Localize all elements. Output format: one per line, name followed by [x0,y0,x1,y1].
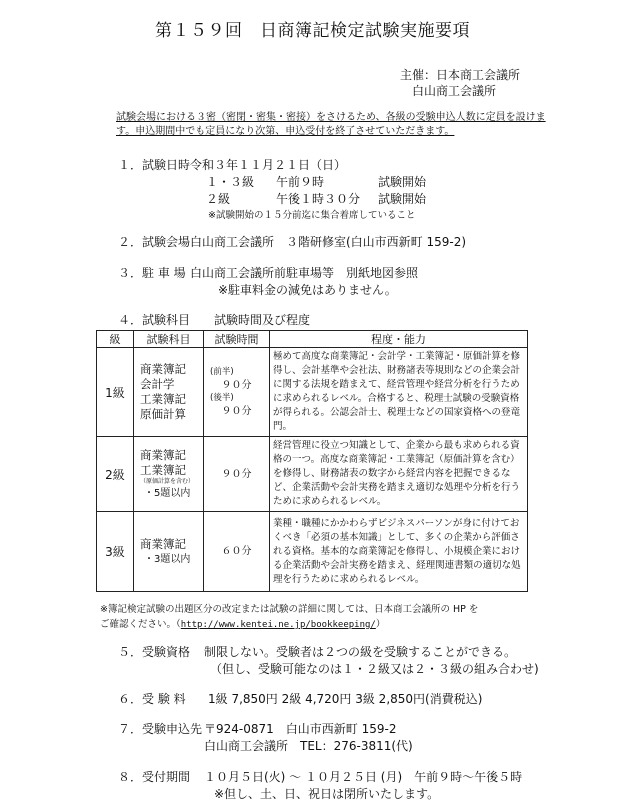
row1-desc: 極めて高度な商業簿記・会計学・工業簿記・原価計算を修得し、会計基準や会社法、財務諸表等規則などの企業会計に関する法規を踏まえて、経営管理や経営分析を行うために求められるレベル。合格すると、税理士試験の受験資格が得られる。公認会計士、税理士などの国家資格への登竜門。 [270,348,528,437]
header-time: 試験時間 [204,331,270,348]
capacity-notice: 試験会場における３密（密閉・密集・密接）をさけるため、各級の受験申込人数に定員を設けます。申込期間中でも定員になり次第、申込受付を終了させていただきます。 [116,112,546,137]
table-header-row [97,331,528,348]
s1-date: 令和３年１１月２１日（日） [190,158,347,172]
table-row [97,512,528,592]
row3-subjects [134,512,204,592]
row2-kyu: 2級 [97,437,134,512]
row1-time-b: ９０分 [221,406,252,417]
row1-subjects [134,348,204,437]
s8-note: ※但し、土、日、祝日は閉所いたします。 [214,787,440,801]
s6-label: ６．受 験 料 [118,692,186,706]
s3-label: ３．駐 車 場 [118,266,186,280]
row2-count: ・5題以内 [144,487,191,499]
s6-text: 1級 7,850円 2級 4,720円 3級 2,850円(消費税込) [208,692,483,706]
row1-subject-2: 会計学 [140,377,175,391]
s4-label: ４．試験科目 試験時間及び程度 [118,313,311,327]
row2-subjects [134,437,204,512]
row1-time-a: ９０分 [221,380,252,391]
s2-label: ２．試験会場 [118,235,191,249]
s5-note: （但し、受験可能なのは１・２級又は２・３級の組み合わせ) [210,662,539,676]
row2-subject-1: 商業簿記 [140,447,186,462]
s4-note-2 [100,616,385,630]
s1-r2-status: 試験開始 [378,192,427,206]
s5-label: ５．受験資格 [118,645,191,659]
organizer-2: 白山商工会議所 [412,84,497,98]
s1-r2-kyu: ２級 [206,192,231,206]
s1-r1-time: 午前９時 [276,175,325,189]
s3-note: ※駐車料金の減免はありません。 [218,283,397,297]
exam-table [96,330,528,592]
row1-time [204,348,270,437]
header-level: 程度・能力 [270,331,528,348]
s1-note: ※試験開始の１５分前迄に集合着席していること [208,210,416,221]
s8-label: ８．受付期間 [118,770,191,784]
s4-note-1: ※簿記検定試験の出題区分の改定または試験の詳細に関しては、日本商工会議所の HP を [100,604,479,615]
row2-subject-2: 工業簿記 [140,462,186,477]
s1-r1-status: 試験開始 [378,175,427,189]
header-kyu: 級 [97,331,134,348]
s7-address: 〒924-0871 白山市西新町 159-2 [204,722,397,736]
row1-subject-4: 原価計算 [140,407,186,421]
s5-text: 制限しない。受験者は２つの級を受験することができる。 [204,645,517,659]
s1-r1-kyu: １・３級 [206,175,255,189]
row2-desc: 経営管理に役立つ知識として、企業から最も求められる資格の一つ。高度な商業簿記・工業簿記（原価計算を含む）を修得し、財務諸表の数字から経営内容を把握できるなど、企業活動や会計実務を踏まえ適切な処理や分析を行うために求められるレベル。 [270,437,528,512]
row3-count: ・3題以内 [144,553,191,565]
row1-subject-3: 工業簿記 [140,392,186,406]
s7-label: ７．受験申込先 [118,722,203,736]
row3-desc: 業種・職種にかかわらずビジネスパーソンが身に付けておくべき「必須の基本知識」として、多くの企業から評価される資格。基本的な商業簿記を修得し、小規模企業における企業活動や会計実務を踏まえ、経理関連書類の適切な処理を行うために求められるレベル。 [270,512,528,592]
header-subject: 試験科目 [134,331,204,348]
row1-time-a-label: (前半) [210,367,234,377]
row3-kyu: 3級 [97,512,134,592]
page-title: 第１５９回 日商簿記検定試験実施要項 [155,21,470,41]
row3-subject-1: 商業簿記 [140,536,186,551]
s4-note-2-pre: ご確認ください。（ [100,619,181,630]
table-row [97,348,528,437]
s3-text: 白山商工会議所前駐車場等 別紙地図参照 [190,266,419,280]
row1-time-b-label: (後半) [210,393,234,403]
table-row [97,437,528,512]
s1-r2-time: 午後１時３０分 [276,192,361,206]
s1-label: １．試験日時 [118,158,191,172]
s8-text: １０月５日(火) ～ １０月２５日 (月) 午前９時～午後５時 [204,770,523,784]
s4-note-2-post: ） [375,619,386,630]
bookkeeping-link[interactable]: http://www.kentei.ne.jp/bookkeeping/ [180,620,376,630]
row2-time: ９０分 [204,437,270,512]
row1-subject-1: 商業簿記 [140,362,186,376]
row3-time: ６０分 [204,512,270,592]
organizer-1: 主催：日本商工会議所 [400,68,521,82]
row1-kyu: 1級 [97,348,134,437]
s2-text: 白山商工会議所 ３階研修室(白山市西新町 159-2) [190,235,467,249]
row2-subnote: （原価計算を含む） [140,477,195,485]
s7-org: 白山商工会議所 TEL：276-3811(代) [204,739,413,753]
